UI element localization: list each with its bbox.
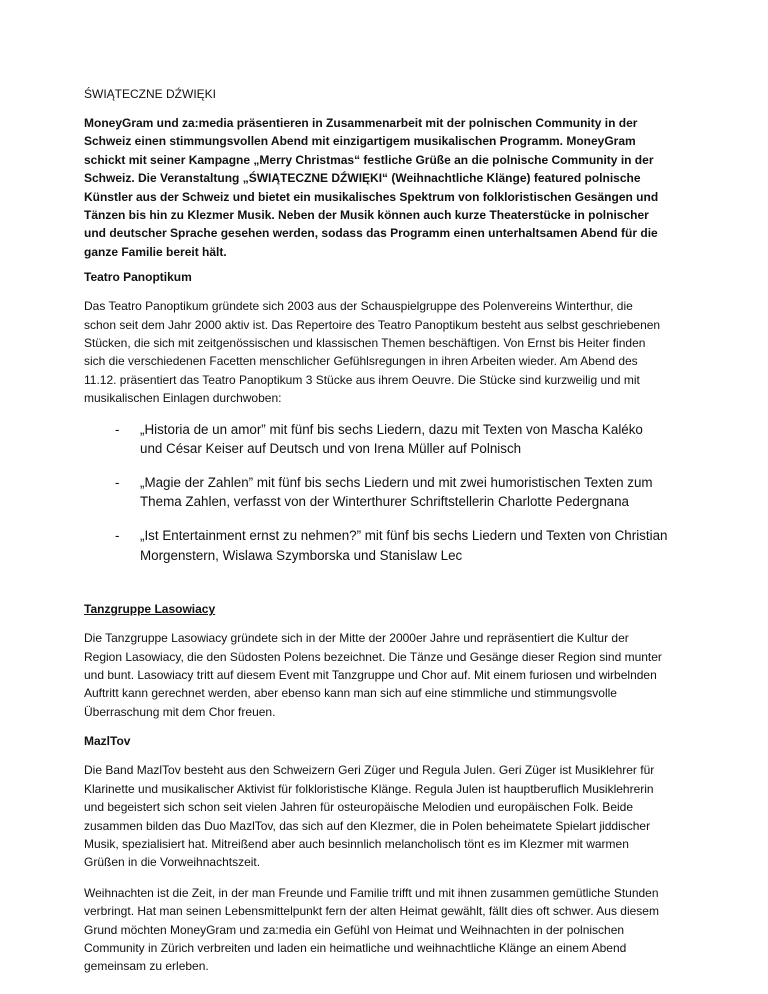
mazltov-paragraph: Die Band MazlTov besteht aus den Schweizern Geri Züger und Regula Julen. Geri Züger ist Musiklehrer für Klarinette und musikalischer Aktivist für folkloristische Klänge. Regula Julen ist hauptberuflich Musiklehrerin und begeistert sich schon seit vielen Jahren für osteuropäische Melodien und europäischen Folk. Beide zusammen bilden das Duo MazlTov, das sich auf den Klezmer, die in Polen beheimatete Spielart jiddischer Musik, spezialisiert hat. Mitreißend aber auch besinnlich melancholisch tönt es im Klezmer mit warmen Grüßen in die Vorweihnachtszeit. (84, 763, 655, 870)
heading-mazltov: MazlTov (84, 734, 131, 749)
heading-teatro-panoptikum: Teatro Panoptikum (84, 270, 192, 285)
play-item-text: „Ist Entertainment ernst zu nehmen?” mit fünf bis sechs Liedern und Texten von Christian Morgenstern, Wislawa Szymborska und Stanislaw Lec (140, 528, 668, 563)
list-item (84, 473, 668, 512)
lasowiacy-paragraph: Die Tanzgruppe Lasowiacy gründete sich in der Mitte der 2000er Jahre und repräsentiert die Kultur der Region Lasowiacy, die den Südosten Polens bezeichnet. Die Tänze und Gesänge dieser Region sind munter und bunt. Lasowiacy tritt auf diesem Event mit Tanzgruppe und Chor auf. Mit einem furiosen und wirbelnden Auftritt kann gerechnet werden, aber ebenso kann man sich auf eine stimmliche und stimmungsvolle Überraschung mit dem Chor freuen. (84, 631, 662, 719)
list-dash: - (115, 474, 120, 490)
intro-paragraph: MoneyGram und za:media präsentieren in Zusammenarbeit mit der polnischen Community in der Schweiz einen stimmungsvollen Abend mit einzigartigem musikalischen Programm. MoneyGram schickt mit seiner Kampagne „Merry Christmas“ festliche Grüße an die polnische Community in der Schweiz. Die Veranstaltung „ŚWIĄTECZNE DŹWIĘKI“ (Weihnachtliche Klänge) featured polnische Künstler aus der Schweiz und bietet ein musikalisches Spektrum von folkloristischen Gesängen und Tänzen bis hin zu Klezmer Musik. Neben der Musik können auch kurze Theaterstücke in polnischer und deutscher Sprache gesehen werden, sodass das Programm einen unterhaltsamen Abend für die ganze Familie bereit hält. (84, 116, 659, 259)
play-list (84, 420, 668, 566)
document-title: ŚWIĄTECZNE DŹWIĘKI (84, 87, 216, 101)
play-item-text: „Magie der Zahlen” mit fünf bis sechs Liedern und mit zwei humoristischen Texten zum Thema Zahlen, verfasst von der Winterthurer Schriftstellerin Charlotte Pedergnana (140, 474, 653, 510)
heading-tanzgruppe-lasowiacy: Tanzgruppe Lasowiacy (84, 602, 216, 617)
list-dash: - (115, 421, 120, 437)
teatro-paragraph: Das Teatro Panoptikum gründete sich 2003 aus der Schauspielgruppe des Polenvereins Winterthur, die schon seit dem Jahr 2000 aktiv ist. Das Repertoire des Teatro Panoptikum besteht aus selbst geschriebenen Stücken, die sich mit zeitgenössischen und klassischen Themen beschäftigen. Von Ernst bis Heiter finden sich die verschiedenen Facetten menschlicher Gefühlsregungen in ihren Arbeiten wieder. Am Abend des 11.12. präsentiert das Teatro Panoptikum 3 Stücke aus ihrem Oeuvre. Die Stücke sind kurzweilig und mit musikalischen Einlagen durchwoben: (84, 299, 661, 406)
play-item-text: „Historia de un amor” mit fünf bis sechs Liedern, dazu mit Texten von Mascha Kaléko und César Keiser auf Deutsch und von Irena Müller auf Polnisch (140, 421, 643, 457)
list-item (84, 526, 668, 565)
list-dash: - (115, 528, 120, 544)
list-item (84, 420, 668, 459)
closing-paragraph: Weihnachten ist die Zeit, in der man Freunde und Familie trifft und mit ihnen zusammen gemütliche Stunden verbringt. Hat man seinen Lebensmittelpunkt fern der alten Heimat gewählt, fällt dies oft schwer. Aus diesem Grund möchten MoneyGram und za:media ein Gefühl von Heimat und Weihnachten in der polnischen Community in Zürich verbreiten und laden ein heimatliche und weihnachtliche Klänge an einem Abend gemeinsam zu erleben. (84, 885, 659, 974)
